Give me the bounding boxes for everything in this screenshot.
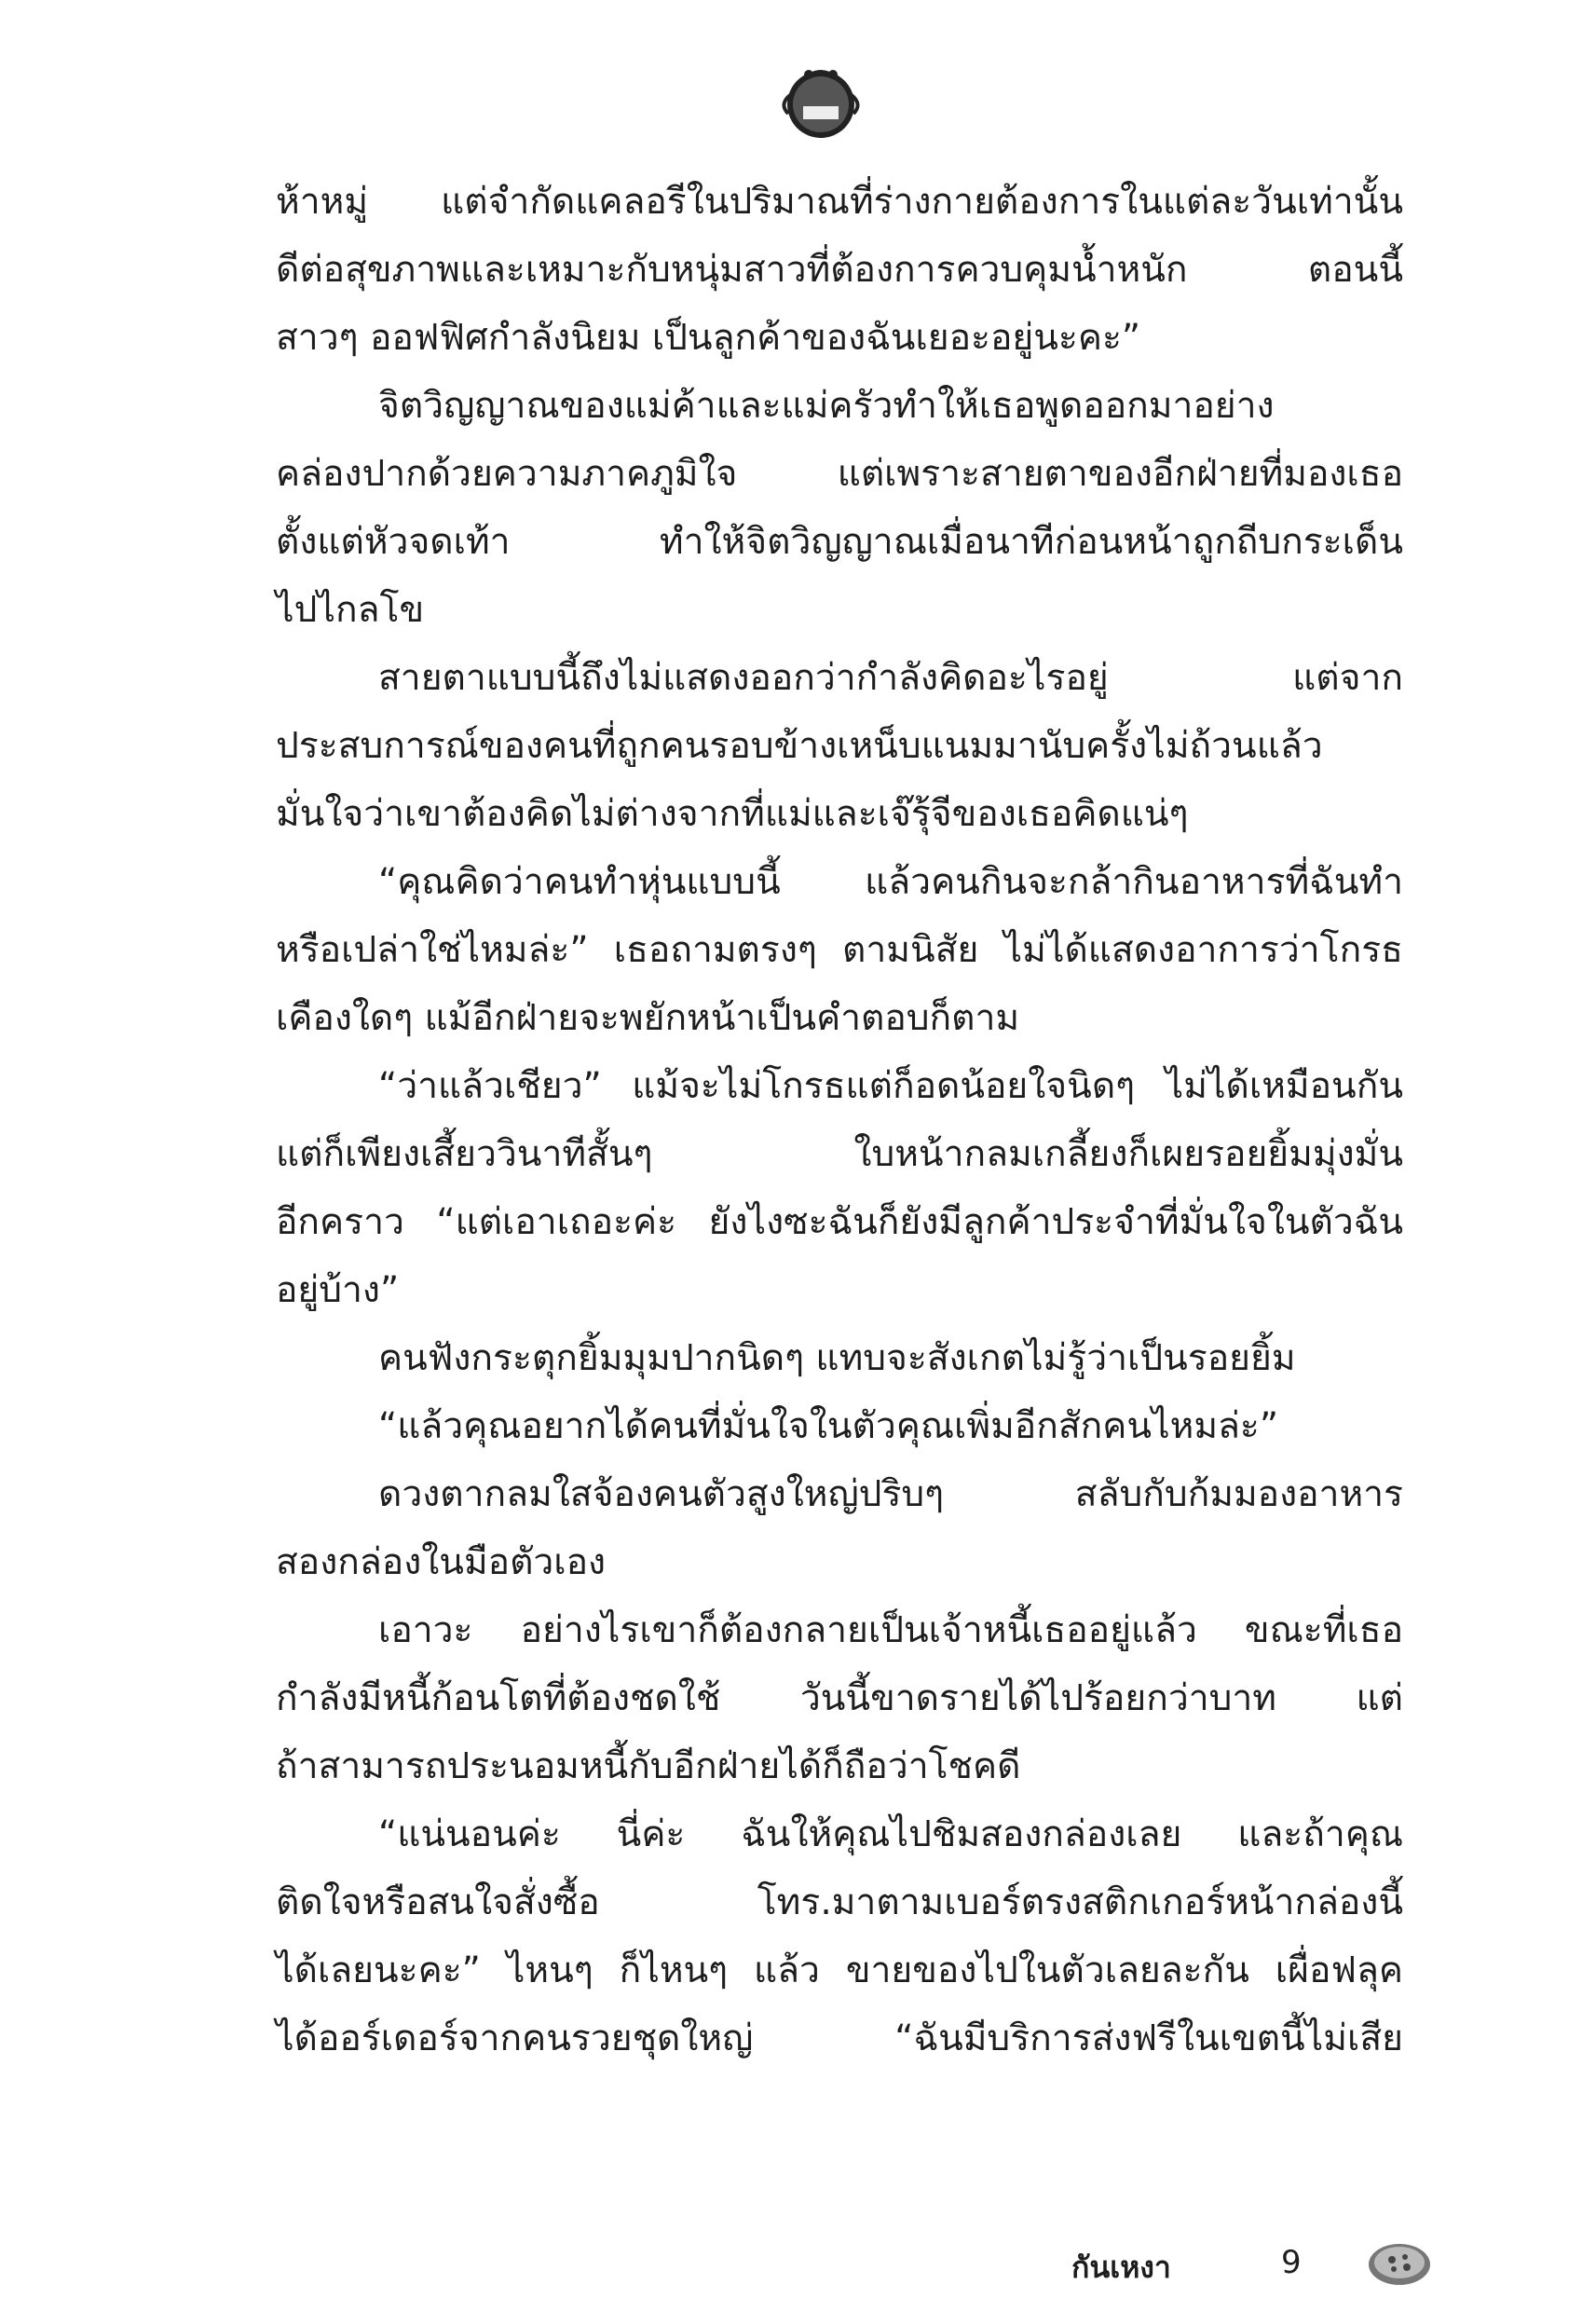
- text-line: อยู่บ้าง”: [276, 1269, 400, 1311]
- text-line: อีกคราว “แต่เอาเถอะค่ะ ยังไงซะฉันก็ยังมีลูกค้าประจำที่มั่นใจในตัวฉัน: [276, 1201, 1403, 1243]
- ornamental-emblem-icon: [770, 48, 872, 151]
- text-line: ประสบการณ์ของคนที่ถูกคนรอบข้างเหน็บแนมมานับครั้งไม่ถ้วนแล้ว: [276, 725, 1323, 767]
- text-line: แต่ก็เพียงเสี้ยววินาทีสั้นๆ ใบหน้ากลมเกลี้ยงก็เผยรอยยิ้มมุ่งมั่น: [276, 1133, 1403, 1175]
- text-line: “แล้วคุณอยากได้คนที่มั่นใจในตัวคุณเพิ่มอีกสักคนไหมล่ะ”: [378, 1405, 1279, 1447]
- text-line: สาวๆ ออฟฟิศกำลังนิยม เป็นลูกค้าของฉันเยอะอยู่นะคะ”: [276, 317, 1141, 359]
- text-line: ได้ออร์เดอร์จากคนรวยชุดใหญ่ “ฉันมีบริการส่งฟรีในเขตนี้ไม่เสีย: [276, 2017, 1403, 2059]
- text-line: ถ้าสามารถประนอมหนี้กับอีกฝ่ายได้ก็ถือว่าโชคดี: [276, 1745, 1021, 1787]
- text-line: คนฟังกระตุกยิ้มมุมปากนิดๆ แทบจะสังเกตไม่รู้ว่าเป็นรอยยิ้ม: [378, 1337, 1296, 1379]
- text-line: มั่นใจว่าเขาต้องคิดไม่ต่างจากที่แม่และเจ๊รุ้จีของเธอคิดแน่ๆ: [276, 793, 1189, 835]
- page-number: 9: [1281, 2244, 1302, 2281]
- text-line: ห้าหมู่ แต่จำกัดแคลอรีในปริมาณที่ร่างกายต้องการในแต่ละวันเท่านั้น: [276, 181, 1403, 223]
- text-line: ติดใจหรือสนใจสั่งซื้อ โทร.มาตามเบอร์ตรงสติกเกอร์หน้ากล่องนี้: [276, 1881, 1403, 1923]
- text-line: สองกล่องในมือตัวเอง: [276, 1541, 607, 1583]
- pizza-plate-icon: [1366, 2235, 1433, 2289]
- text-line: ตั้งแต่หัวจดเท้า ทำให้จิตวิญญาณเมื่อนาทีก่อนหน้าถูกถีบกระเด็น: [276, 521, 1403, 563]
- book-title: กันเหงา: [1071, 2249, 1171, 2285]
- text-line: กำลังมีหนี้ก้อนโตที่ต้องชดใช้ วันนี้ขาดรายได้ไปร้อยกว่าบาท แต่: [276, 1677, 1403, 1719]
- text-line: เคืองใดๆ แม้อีกฝ่ายจะพยักหน้าเป็นคำตอบก็ตาม: [276, 997, 1020, 1039]
- body-text: [276, 168, 1403, 2072]
- text-line: คล่องปากด้วยความภาคภูมิใจ แต่เพราะสายตาของอีกฝ่ายที่มองเธอ: [276, 453, 1403, 495]
- text-line: จิตวิญญาณของแม่ค้าและแม่ครัวทำให้เธอพูดออกมาอย่าง: [378, 385, 1275, 427]
- text-line: ดวงตากลมใสจ้องคนตัวสูงใหญ่ปริบๆ สลับกับก้มมองอาหาร: [378, 1473, 1403, 1515]
- text-line: หรือเปล่าใช่ไหมล่ะ” เธอถามตรงๆ ตามนิสัย ไม่ได้แสดงอาการว่าโกรธ: [276, 929, 1403, 971]
- page-footer: [1071, 2244, 1379, 2296]
- text-line: “คุณคิดว่าคนทำหุ่นแบบนี้ แล้วคนกินจะกล้ากินอาหารที่ฉันทำ: [378, 861, 1403, 903]
- text-line: “แน่นอนค่ะ นี่ค่ะ ฉันให้คุณไปชิมสองกล่องเลย และถ้าคุณ: [378, 1813, 1403, 1855]
- text-line: ดีต่อสุขภาพและเหมาะกับหนุ่มสาวที่ต้องการควบคุมน้ำหนัก ตอนนี้: [276, 249, 1403, 291]
- text-line: “ว่าแล้วเชียว” แม้จะไม่โกรธแต่ก็อดน้อยใจนิดๆ ไม่ได้เหมือนกัน: [378, 1065, 1403, 1107]
- text-line: เอาวะ อย่างไรเขาก็ต้องกลายเป็นเจ้าหนี้เธออยู่แล้ว ขณะที่เธอ: [378, 1609, 1403, 1651]
- text-line: ไปไกลโข: [276, 589, 425, 631]
- text-line: ได้เลยนะคะ” ไหนๆ ก็ไหนๆ แล้ว ขายของไปในตัวเลยละกัน เผื่อฟลุค: [276, 1949, 1403, 1991]
- text-line: สายตาแบบนี้ถึงไม่แสดงออกว่ากำลังคิดอะไรอยู่ แต่จาก: [378, 657, 1403, 699]
